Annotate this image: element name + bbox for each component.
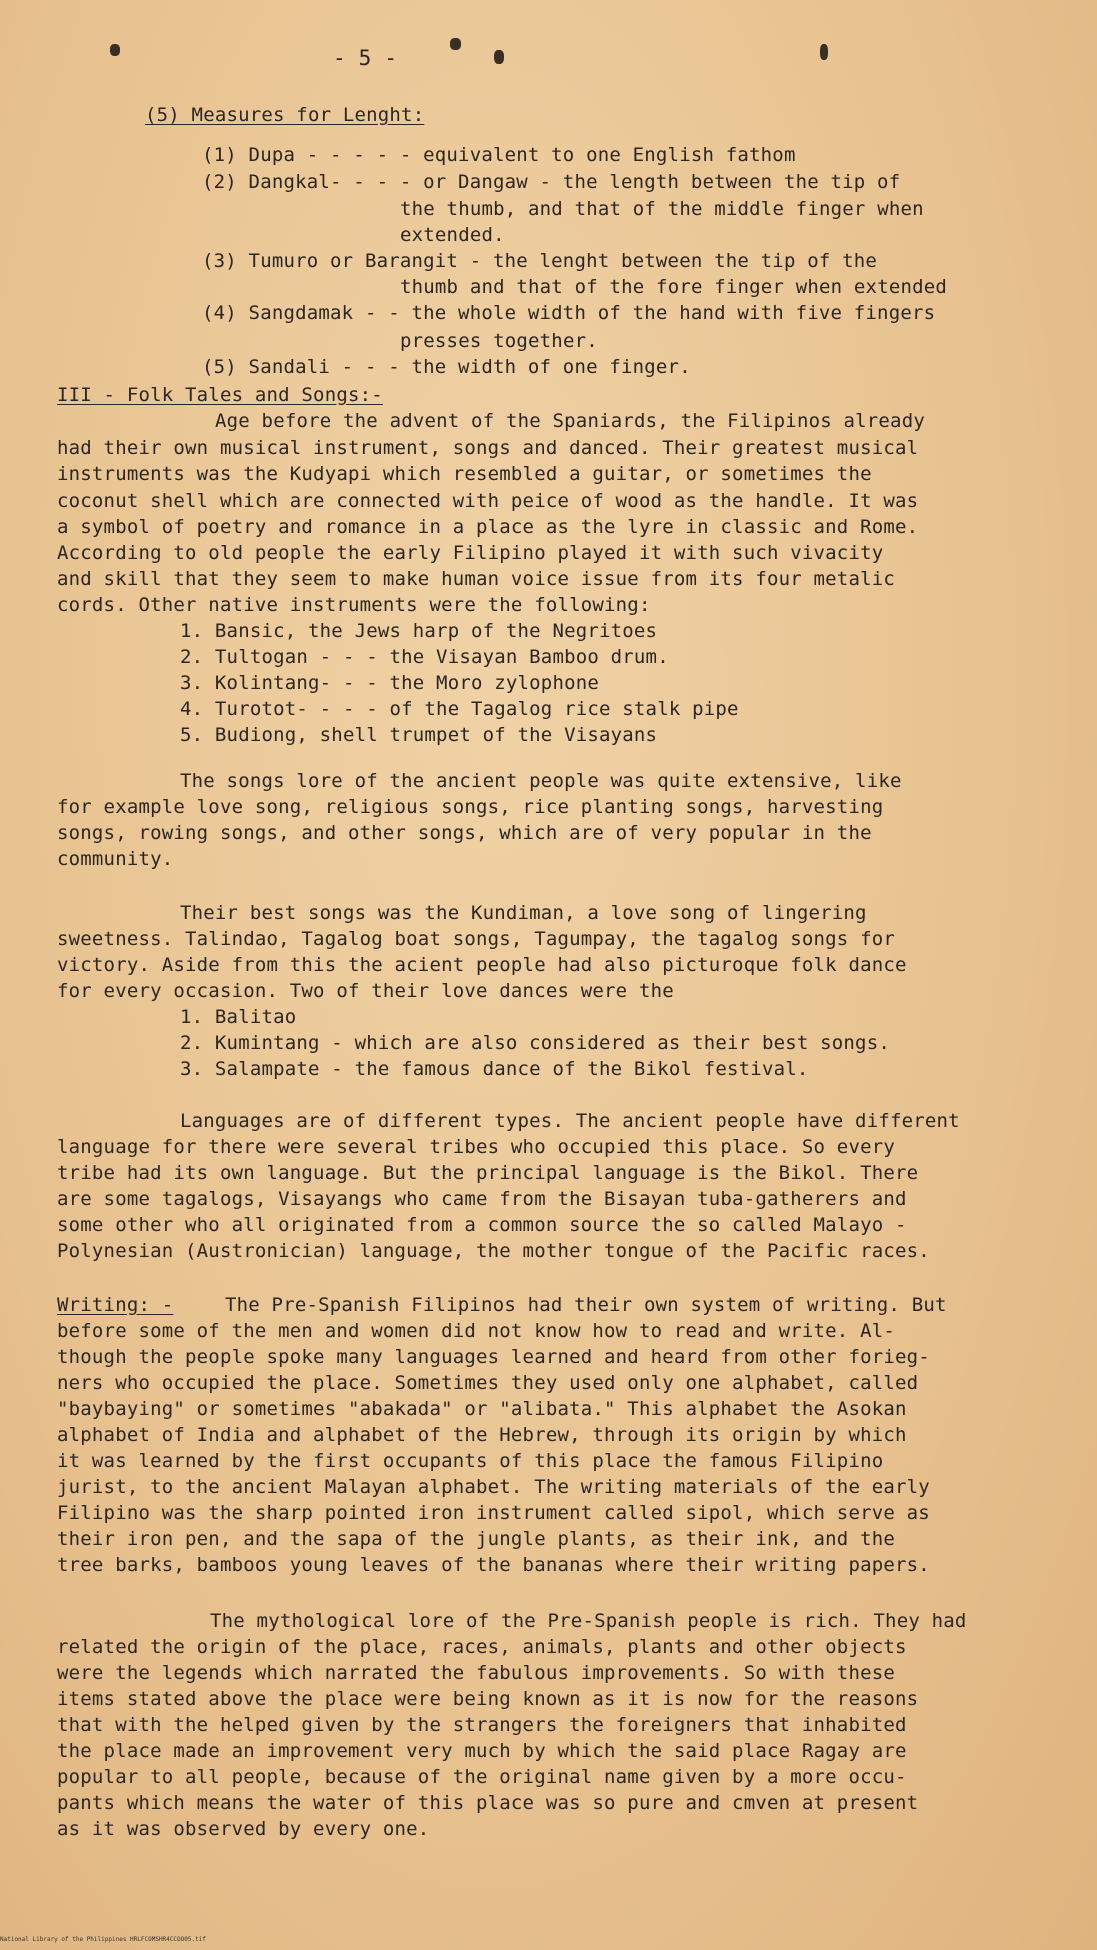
folk-para3-line: for every occasion. Two of their love dances were the xyxy=(57,980,674,1002)
measure-line: presses together. xyxy=(400,330,598,352)
paper-mark xyxy=(820,44,828,60)
measure-line: (1) Dupa - - - - - equivalent to one English fathom xyxy=(202,144,796,166)
writing-line: "baybaying" or sometimes "abakada" or "alibata." This alphabet the Asokan xyxy=(57,1398,907,1420)
folk-para4-line: tribe had its own language. But the principal language is the Bikol. There xyxy=(57,1162,919,1184)
writing-line: Filipino was the sharp pointed iron instrument called sipol, which serve as xyxy=(57,1502,930,1524)
mythology-line: related the origin of the place, races, animals, plants and other objects xyxy=(57,1636,907,1658)
writing-line: ners who occupied the place. Sometimes they used only one alphabet, called xyxy=(57,1372,919,1394)
measures-heading: (5) Measures for Lenght: xyxy=(145,104,425,126)
writing-line: alphabet of India and alphabet of the Hebrew, through its origin by which xyxy=(57,1424,907,1446)
folk-heading: III - Folk Tales and Songs:- xyxy=(57,384,383,406)
dance-item: 3. Salampate - the famous dance of the Bikol festival. xyxy=(180,1058,809,1080)
folk-para1-line: coconut shell which are connected with peice of wood as the handle. It was xyxy=(57,490,919,512)
folk-para4-line: Languages are of different types. The ancient people have different xyxy=(180,1110,960,1132)
measure-line: (2) Dangkal- - - - or Dangaw - the length between the tip of xyxy=(202,171,901,193)
folk-para1-line: Age before the advent of the Spaniards, the Filipinos already xyxy=(215,410,925,432)
paper-mark xyxy=(494,50,504,64)
dance-item: 2. Kumintang - which are also considered as their best songs. xyxy=(180,1032,890,1054)
writing-line: before some of the men and women did not know how to read and write. Al- xyxy=(57,1320,896,1342)
writing-line: tree barks, bamboos young leaves of the bananas where their writing papers. xyxy=(57,1554,930,1576)
folk-para2-line: for example love song, religious songs, rice planting songs, harvesting xyxy=(57,796,884,818)
writing-line: though the people spoke many languages learned and heard from other forieg- xyxy=(57,1346,930,1368)
instrument-item: 4. Turotot- - - - of the Tagalog rice stalk pipe xyxy=(180,698,739,720)
folk-para4-line: some other who all originated from a common source the so called Malayo - xyxy=(57,1214,907,1236)
instrument-item: 2. Tultogan - - - the Visayan Bamboo drum. xyxy=(180,646,669,668)
folk-para2-line: community. xyxy=(57,848,174,870)
measure-line: (5) Sandali - - - the width of one finger. xyxy=(202,356,691,378)
folk-para3-line: sweetness. Talindao, Tagalog boat songs, Tagumpay, the tagalog songs for xyxy=(57,928,896,950)
paper-mark xyxy=(110,44,120,56)
measure-line: the thumb, and that of the middle finger when xyxy=(400,198,924,220)
writing-line: jurist, to the ancient Malayan alphabet. The writing materials of the early xyxy=(57,1476,930,1498)
writing-line: it was learned by the first occupants of this place the famous Filipino xyxy=(57,1450,884,1472)
folk-para1-line: According to old people the early Filipino played it with such vivacity xyxy=(57,542,884,564)
folk-para1-line: had their own musical instrument, songs and danced. Their greatest musical xyxy=(57,437,919,459)
measure-line: extended. xyxy=(400,224,505,246)
mythology-line: the place made an improvement very much by which the said place Ragay are xyxy=(57,1740,907,1762)
folk-para1-line: instruments was the Kudyapi which resembled a guitar, or sometimes the xyxy=(57,463,872,485)
instrument-item: 5. Budiong, shell trumpet of the Visayans xyxy=(180,724,658,746)
folk-para3-line: Their best songs was the Kundiman, a love song of lingering xyxy=(180,902,867,924)
mythology-line: were the legends which narrated the fabulous improvements. So with these xyxy=(57,1662,896,1684)
measure-line: (3) Tumuro or Barangit - the lenght between the tip of the xyxy=(202,250,878,272)
instrument-item: 3. Kolintang- - - the Moro zylophone xyxy=(180,672,600,694)
mythology-line: items stated above the place were being known as it is now for the reasons xyxy=(57,1688,919,1710)
measure-line: thumb and that of the fore finger when extended xyxy=(400,276,948,298)
folk-para2-line: songs, rowing songs, and other songs, which are of very popular in the xyxy=(57,822,872,844)
folk-para1-line: and skill that they seem to make human voice issue from its four metalic xyxy=(57,568,896,590)
writing-line: their iron pen, and the sapa of the jungle plants, as their ink, and the xyxy=(57,1528,896,1550)
mythology-line: that with the helped given by the strangers the foreigners that inhabited xyxy=(57,1714,907,1736)
folk-para2-line: The songs lore of the ancient people was quite extensive, like xyxy=(180,770,902,792)
folk-para4-line: are some tagalogs, Visayangs who came from the Bisayan tuba-gatherers and xyxy=(57,1188,907,1210)
dance-item: 1. Balitao xyxy=(180,1006,297,1028)
archive-footer: National Library of the Philippines HRLFCOMSHR4CCOO05.tif xyxy=(0,1936,206,1943)
folk-para1-line: cords. Other native instruments were the following: xyxy=(57,594,651,616)
folk-para3-line: victory. Aside from this the acient people had also picturoque folk dance xyxy=(57,954,907,976)
mythology-line: The mythological lore of the Pre-Spanish people is rich. They had xyxy=(210,1610,967,1632)
paper-mark xyxy=(450,38,461,50)
measure-line: (4) Sangdamak - - the whole width of the hand with five fingers xyxy=(202,302,936,324)
page-number: - 5 - xyxy=(333,46,398,70)
folk-para4-line: Polynesian (Austronician) language, the mother tongue of the Pacific races. xyxy=(57,1240,930,1262)
mythology-line: popular to all people, because of the original name given by a more occu- xyxy=(57,1766,907,1788)
mythology-line: as it was observed by every one. xyxy=(57,1818,430,1840)
mythology-line: pants which means the water of this place was so pure and cmven at present xyxy=(57,1792,919,1814)
writing-line: The Pre-Spanish Filipinos had their own system of writing. But xyxy=(225,1294,947,1316)
writing-label: Writing: - xyxy=(57,1294,174,1316)
instrument-item: 1. Bansic, the Jews harp of the Negritoes xyxy=(180,620,658,642)
folk-para1-line: a symbol of poetry and romance in a place as the lyre in classic and Rome. xyxy=(57,516,919,538)
folk-para4-line: language for there were several tribes who occupied this place. So every xyxy=(57,1136,896,1158)
